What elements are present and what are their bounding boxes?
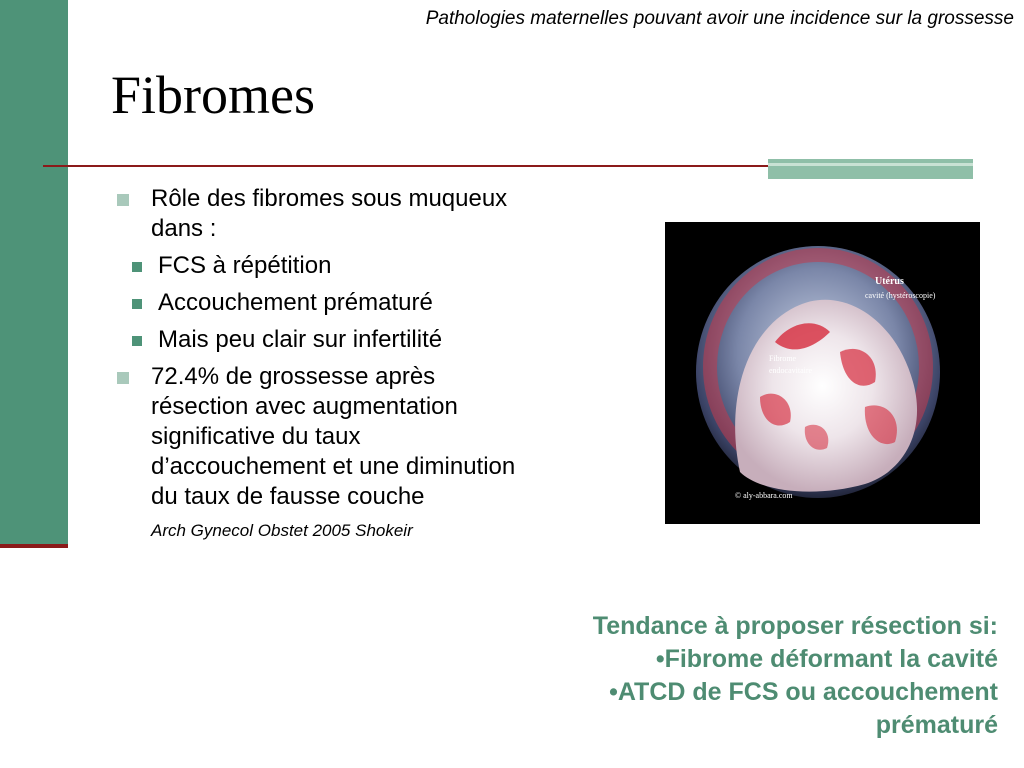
label-cavity: cavité (hystéroscopie)	[865, 291, 936, 300]
citation: Arch Gynecol Obstet 2005 Shokeir	[151, 521, 413, 540]
recommendation-item: •Fibrome déformant la cavité	[655, 645, 998, 673]
recommendation-heading: Tendance à proposer résection si:	[592, 612, 998, 640]
list-item	[113, 362, 523, 512]
bullet-list	[113, 184, 523, 541]
left-accent-bar-edge	[0, 544, 68, 548]
left-accent-bar	[0, 0, 68, 546]
list-item	[113, 184, 523, 244]
sub-bullet-text: FCS à répétition	[158, 252, 332, 279]
sub-bullet-list	[113, 251, 523, 355]
title-accent-block	[768, 159, 973, 179]
bullet-text: Rôle des fibromes sous muqueux dans :	[151, 185, 508, 242]
slide-header: Pathologies maternelles pouvant avoir une incidence sur la grossesse	[425, 8, 1014, 29]
square-bullet-icon	[117, 194, 129, 206]
list-item	[75, 288, 523, 318]
hysteroscopy-illustration	[665, 222, 980, 524]
recommendation-box	[518, 610, 998, 742]
label-fibrome: Fibrome	[769, 354, 797, 363]
recommendation-item: •ATCD de FCS ou accouchement prématuré	[609, 678, 998, 739]
square-bullet-icon	[117, 372, 129, 384]
hysteroscopy-image	[665, 222, 980, 524]
image-copyright: © aly-abbara.com	[735, 491, 793, 500]
slide-title: Fibromes	[111, 65, 316, 125]
square-bullet-icon	[132, 299, 142, 309]
sub-bullet-text: Accouchement prématuré	[158, 289, 433, 316]
label-uterus: Utérus	[875, 276, 904, 287]
sub-bullet-text: Mais peu clair sur infertilité	[158, 326, 443, 353]
list-item	[75, 251, 523, 281]
list-item	[75, 325, 523, 355]
title-accent-stripe	[768, 163, 973, 166]
label-endocavitaire: endocavitaire	[769, 366, 813, 375]
square-bullet-icon	[132, 336, 142, 346]
bullet-text: 72.4% de grossesse après résection avec augmentation significative du taux d’accouchement et une diminution du taux de fausse couche	[151, 363, 516, 510]
square-bullet-icon	[132, 262, 142, 272]
